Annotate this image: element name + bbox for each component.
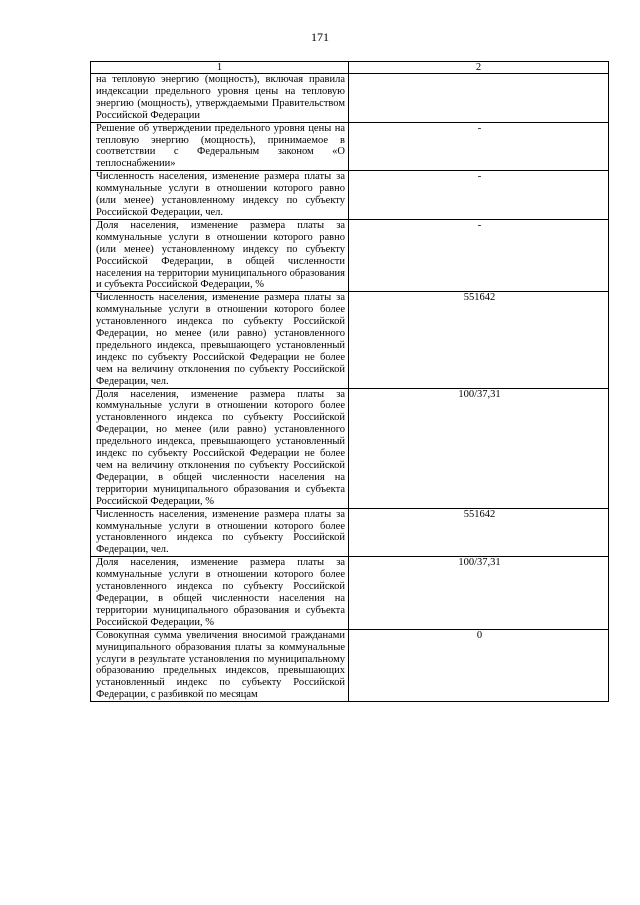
row-description: Совокупная сумма увеличения вносимой гражданами муниципального образования платы за коммунальные услуги в результате установления по муниципальному образованию предельных индексов, превышающих установленный индекс по субъекту Российской Федерации, с разбивкой по месяцам — [91, 629, 349, 701]
table-row — [91, 508, 609, 557]
page-number: 171 — [311, 30, 329, 44]
column-header-1: 1 — [91, 62, 349, 74]
row-description: Доля населения, изменение размера платы за коммунальные услуги в отношении которого более установленного индекса по субъекту Российской Федерации, в общей численности населения на территории муниципального образования и субъекта Российской Федерации, % — [91, 557, 349, 629]
column-header-2: 2 — [349, 62, 609, 74]
row-value — [349, 74, 609, 123]
table-header-row — [91, 62, 609, 74]
row-description: Численность населения, изменение размера платы за коммунальные услуги в отношении которого более установленного индекса по субъекту Российской Федерации, но менее (или равно) установленного предельного индекса, превышающего установленный индекс по субъекту Российской Федерации не более чем на величину отклонения по субъекту Российской Федерации, чел. — [91, 292, 349, 388]
row-value: 551642 — [349, 292, 609, 388]
table-row — [91, 557, 609, 629]
table-row — [91, 219, 609, 291]
table-row — [91, 122, 609, 171]
row-value: 100/37,31 — [349, 557, 609, 629]
row-description: Доля населения, изменение размера платы за коммунальные услуги в отношении которого более установленного индекса по субъекту Российской Федерации, но менее (или равно) установленного предельного индекса, превышающего установленный индекс по субъекту Российской Федерации не более чем на величину отклонения по субъекту Российской Федерации, в общей численности населения на территории муниципального образования и субъекта Российской Федерации, % — [91, 388, 349, 508]
row-value: 0 — [349, 629, 609, 701]
table-row — [91, 388, 609, 508]
row-description: Численность населения, изменение размера платы за коммунальные услуги в отношении которого равно (или менее) установленному индексу по субъекту Российской Федерации, чел. — [91, 171, 349, 220]
row-description: Решение об утверждении предельного уровня цены на тепловую энергию (мощность), принимаемое в соответствии с Федеральным законом «О теплоснабжении» — [91, 122, 349, 171]
row-value: - — [349, 122, 609, 171]
table-row — [91, 74, 609, 123]
row-value: 551642 — [349, 508, 609, 557]
document-table — [90, 61, 609, 702]
row-value: - — [349, 219, 609, 291]
row-description: Доля населения, изменение размера платы за коммунальные услуги в отношении которого равно (или менее) установленному индексу по субъекту Российской Федерации, в общей численности населения на территории муниципального образования и субъекта Российской Федерации, % — [91, 219, 349, 291]
row-description: на тепловую энергию (мощность), включая правила индексации предельного уровня цены на тепловую энергию (мощность), утверждаемыми Правительством Российской Федерации — [91, 74, 349, 123]
row-value: 100/37,31 — [349, 388, 609, 508]
table-row — [91, 171, 609, 220]
table-row — [91, 629, 609, 701]
table-row — [91, 292, 609, 388]
row-value: - — [349, 171, 609, 220]
row-description: Численность населения, изменение размера платы за коммунальные услуги в отношении которого более установленного индекса по субъекту Российской Федерации, чел. — [91, 508, 349, 557]
